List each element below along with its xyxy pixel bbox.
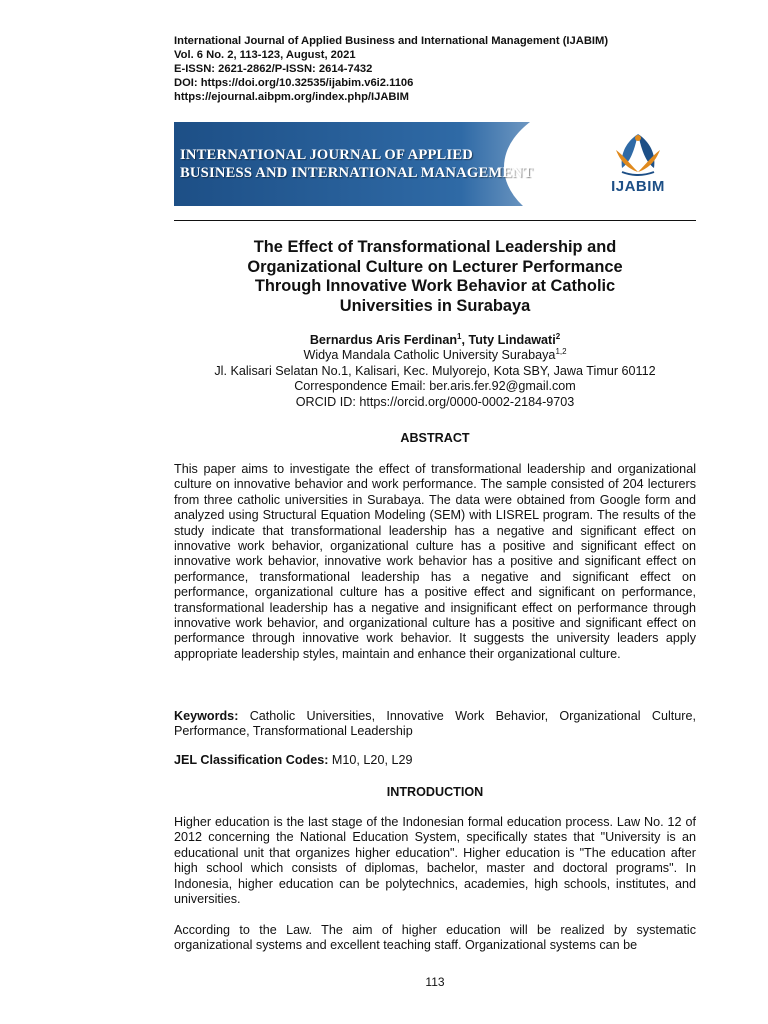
affiliation-sup: 1,2 <box>555 347 567 357</box>
article-title-line-3: Through Innovative Work Behavior at Catholic <box>254 277 616 295</box>
introduction-paragraph-1: Higher education is the last stage of the Indonesian formal education process. Law No. 12 of 2012 concerning the National Education System, specifically states that "University is an educational unit that organizes higher education". Higher education is "The education after high school which consists of diplomas, bachelor, master and doctoral programs". In Indonesia, higher education can be polytechnics, academies, high schools, institutes, and universities. <box>174 815 696 907</box>
jel-codes <box>174 753 696 768</box>
logo-emblem-icon <box>586 128 690 180</box>
keywords <box>174 709 696 740</box>
article-title <box>174 238 696 316</box>
banner-title-line-1: INTERNATIONAL JOURNAL OF APPLIED <box>180 147 474 163</box>
keywords-text: Catholic Universities, Innovative Work Behavior, Organizational Culture, Performance, Transformational Leadership <box>174 709 696 739</box>
banner-title <box>180 146 560 182</box>
abstract-heading: ABSTRACT <box>400 431 470 445</box>
page-number: 113 <box>425 975 445 989</box>
author-1-sup: 1 <box>457 331 462 341</box>
introduction-paragraph-2: According to the Law. The aim of higher education will be realized by systematic organizational systems and excellent teaching staff. Organizational systems can be <box>174 923 696 953</box>
journal-header-meta <box>174 34 714 104</box>
author-names <box>174 333 696 348</box>
author-2-sup: 2 <box>555 331 561 341</box>
doi-line: DOI: https://doi.org/10.32535/ijabim.v6i2.1106 <box>174 77 414 89</box>
author-1: Bernardus Aris Ferdinan <box>309 333 458 347</box>
article-title-line-1: The Effect of Transformational Leadership and <box>253 238 617 256</box>
issn-line: E-ISSN: 2621-2862/P-ISSN: 2614-7432 <box>174 63 373 75</box>
address: Jl. Kalisari Selatan No.1, Kalisari, Kec. Mulyorejo, Kota SBY, Jawa Timur 60112 <box>214 363 656 378</box>
jel-label: JEL Classification Codes: <box>174 753 329 767</box>
header-divider <box>174 220 696 221</box>
journal-url-line: https://ejournal.aibpm.org/index.php/IJABIM <box>174 91 409 103</box>
journal-banner <box>174 122 696 206</box>
logo-text: IJABIM <box>611 178 665 195</box>
article-title-line-4: Universities in Surabaya <box>339 296 531 315</box>
ijabim-logo <box>586 128 690 202</box>
affiliation <box>174 348 696 363</box>
journal-name-line: International Journal of Applied Business and International Management (IJABIM) <box>174 35 609 47</box>
orcid-id: ORCID ID: https://orcid.org/0000-0002-2184-9703 <box>295 394 575 409</box>
jel-text: M10, L20, L29 <box>328 753 413 767</box>
article-title-line-2: Organizational Culture on Lecturer Performance <box>247 257 623 276</box>
author-block <box>174 333 696 410</box>
author-2: Tuty Lindawati <box>468 333 556 347</box>
volume-line: Vol. 6 No. 2, 113-123, August, 2021 <box>174 49 356 61</box>
introduction-heading: INTRODUCTION <box>386 785 484 799</box>
affiliation-text: Widya Mandala Catholic University Surabaya <box>303 348 556 363</box>
abstract-text: This paper aims to investigate the effect of transformational leadership and organizational culture on innovative behavior and work performance. The sample consisted of 204 lecturers from three catholic universities in Surabaya. The data were obtained from Google form and analyzed using Structural Equation Modeling (SEM) with LISREL program. The results of the study indicate that transformational leadership has a negative and significant effect on innovative work behavior, organizational culture has a positive and significant effect on innovative work behavior, innovative work behavior has a positive and significant effect on performance, transformational leadership has a negative and significant effect on performance, organizational culture has a positive effect and significant on performance, transformational leadership has a negative and insignificant effect on performance through innovative work behavior, and organizational culture has a positive and significant effect on performance through innovative work behavior. It suggests the university leaders apply appropriate leadership styles, maintain and enhance their organizational culture. <box>174 462 696 661</box>
banner-title-line-2: BUSINESS AND INTERNATIONAL MANAGEMENT <box>180 165 533 181</box>
correspondence-email: Correspondence Email: ber.aris.fer.92@gmail.com <box>294 379 576 394</box>
author-separator: , <box>461 333 469 347</box>
keywords-label: Keywords: <box>174 709 239 723</box>
